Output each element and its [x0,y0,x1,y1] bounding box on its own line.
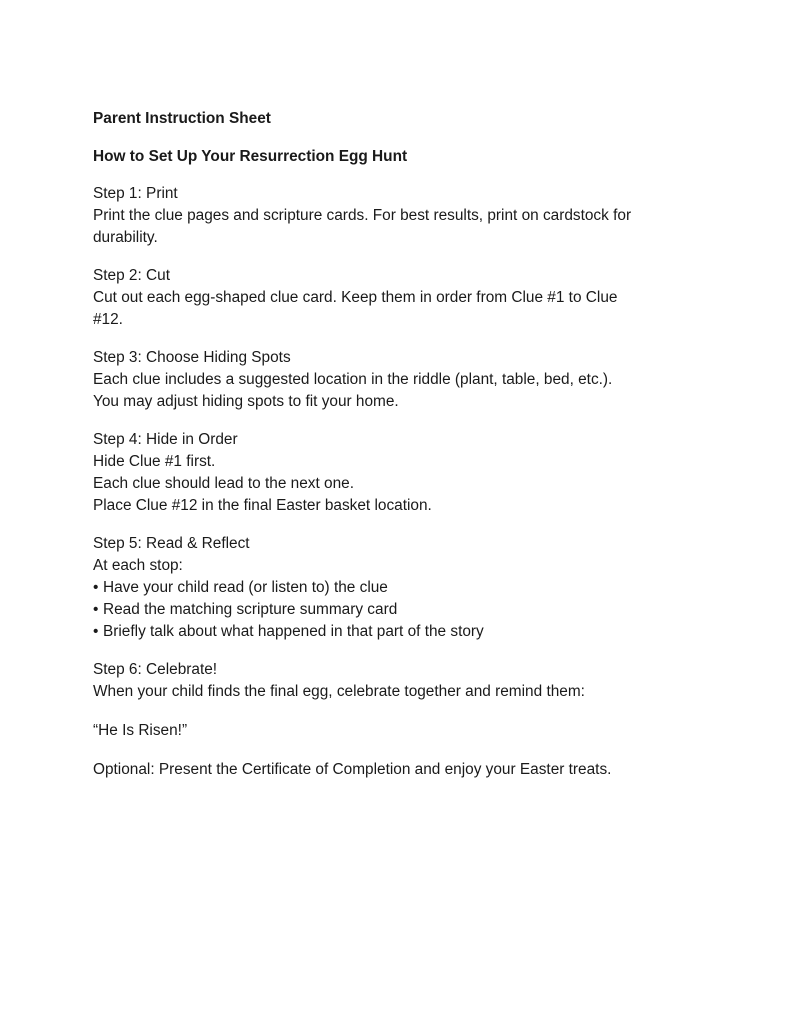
step-1 [93,183,733,249]
step-4 [93,429,733,517]
step-intro: At each stop: [93,557,183,574]
instruction-sheet [93,108,733,781]
step-heading: Step 6: Celebrate! [93,661,218,678]
step-text: Cut out each egg-shaped clue card. Keep them in order from Clue #1 to Clue [93,289,618,306]
bullet-icon: • [93,579,99,596]
bullet-icon: • [93,623,99,640]
step-heading: Step 3: Choose Hiding Spots [93,349,291,366]
step-text: durability. [93,229,158,246]
step-text: Each clue should lead to the next one. [93,475,354,492]
bullet-text: Have your child read (or listen to) the clue [103,579,388,596]
step-heading: Step 1: Print [93,185,178,202]
step-6 [93,659,733,703]
bullet-item [93,621,733,643]
step-5 [93,533,733,643]
step-text: You may adjust hiding spots to fit your home. [93,393,399,410]
step-heading: Step 2: Cut [93,267,170,284]
step-text: Place Clue #12 in the final Easter basket location. [93,497,432,514]
step-heading: Step 5: Read & Reflect [93,535,250,552]
step-text: #12. [93,311,123,328]
step-3 [93,347,733,413]
document-title: Parent Instruction Sheet [93,110,271,127]
closing-quote: “He Is Risen!” [93,722,188,739]
bullet-icon: • [93,601,99,618]
step-text: Hide Clue #1 first. [93,453,216,470]
bullet-item [93,577,733,599]
optional-note: Optional: Present the Certificate of Completion and enjoy your Easter treats. [93,761,612,778]
document-subtitle: How to Set Up Your Resurrection Egg Hunt [93,148,408,165]
step-text: Each clue includes a suggested location in the riddle (plant, table, bed, etc.). [93,371,613,388]
bullet-item [93,599,733,621]
bullet-text: Read the matching scripture summary card [103,601,398,618]
step-2 [93,265,733,331]
step-text: Print the clue pages and scripture cards. For best results, print on cardstock for [93,207,632,224]
step-text: When your child finds the final egg, celebrate together and remind them: [93,683,585,700]
step-heading: Step 4: Hide in Order [93,431,238,448]
bullet-text: Briefly talk about what happened in that part of the story [103,623,484,640]
